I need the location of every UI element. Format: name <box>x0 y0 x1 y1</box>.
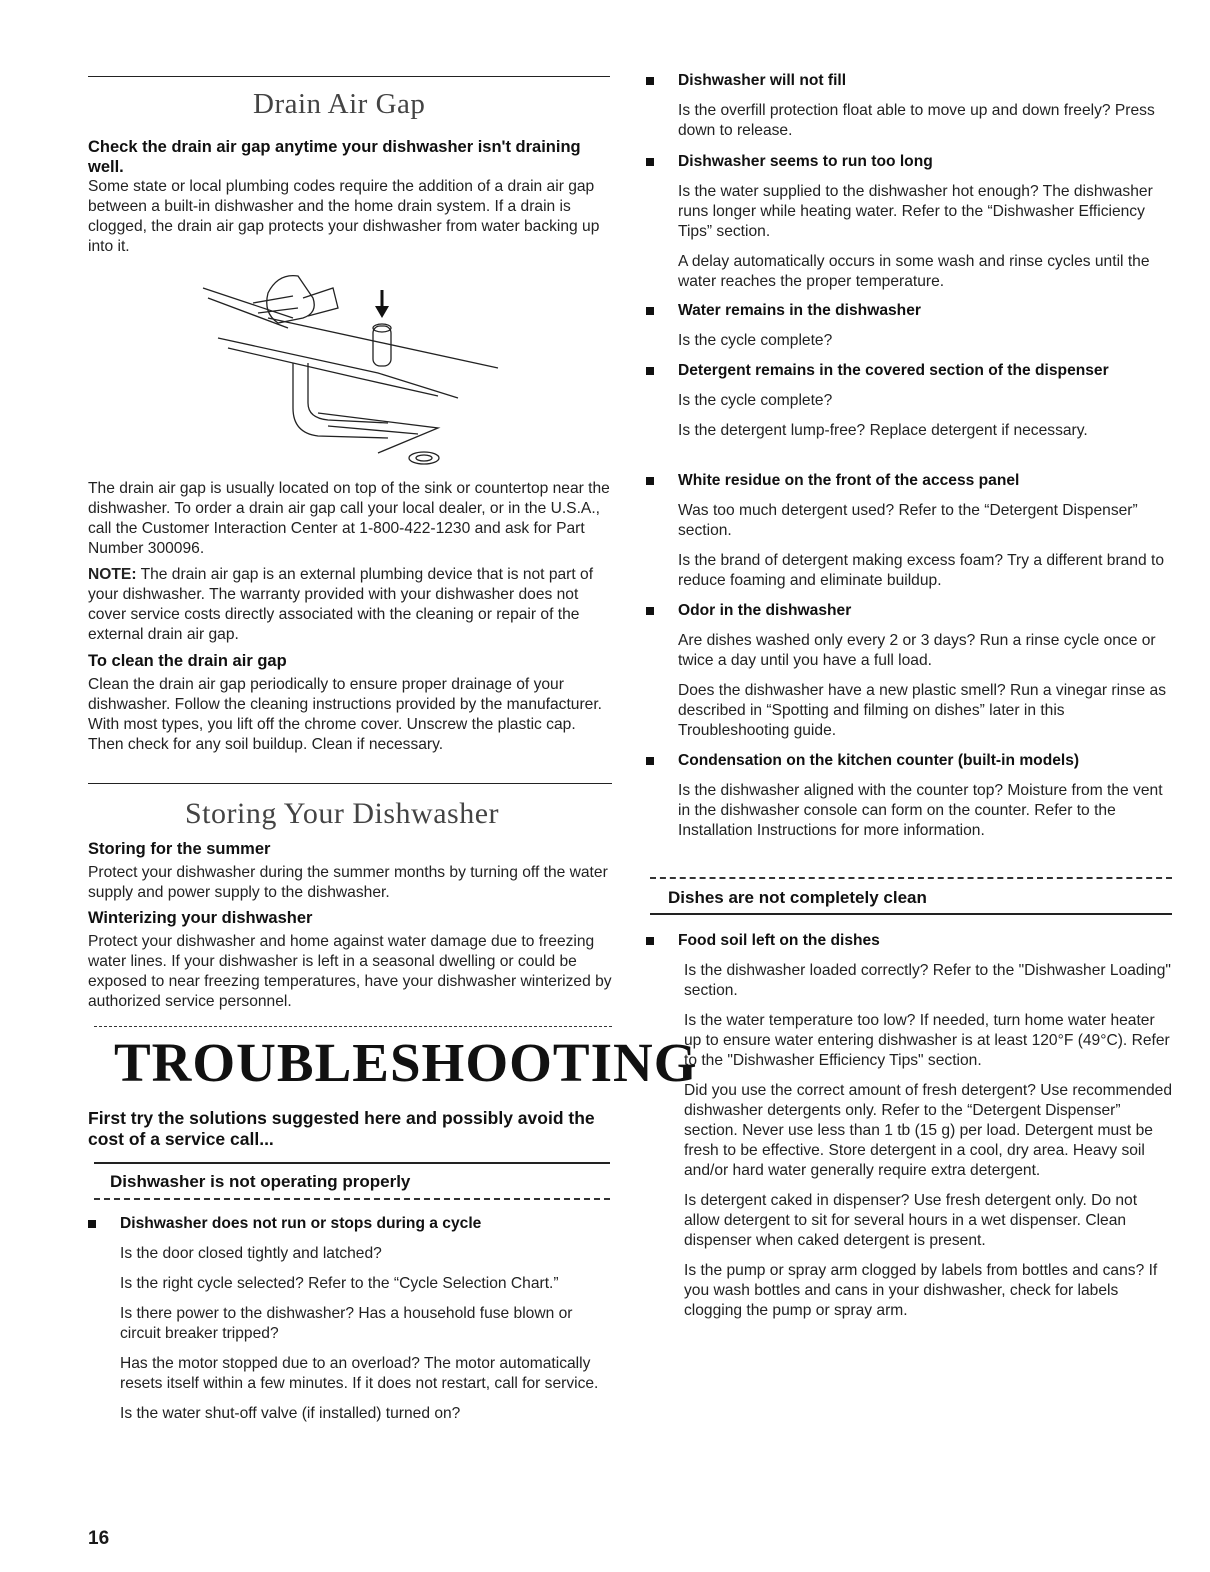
answer: Is the cycle complete? <box>678 332 833 349</box>
issue-food-soil <box>646 931 1176 1321</box>
divider <box>650 913 1172 915</box>
drain-air-gap-title: Drain Air Gap <box>253 88 426 120</box>
answer: Is the cycle complete? <box>678 392 833 409</box>
storing-summer-text: Protect your dishwasher during the summer months by turning off the water supply and power supply to the dishwasher. <box>88 864 608 901</box>
answer: Is the pump or spray arm clogged by labels from bottles and cans? If you wash bottles and cans in your dishwasher, check for labels clogging the pump or spray arm. <box>684 1262 1158 1319</box>
not-clean-heading: Dishes are not completely clean <box>668 888 927 907</box>
issue-heading: Dishwasher seems to run too long <box>678 153 933 170</box>
issue-odor <box>646 601 1176 741</box>
answer: Is the detergent lump-free? Replace detergent if necessary. <box>678 422 1088 439</box>
drain-air-gap-location: The drain air gap is usually located on top of the sink or countertop near the dishwasher. To order a drain air gap call your local dealer, or in the U.S.A., call the Customer Interaction Center at 1-800-422-1230 and ask for Part Number 300096. <box>88 480 610 557</box>
answer: Does the dishwasher have a new plastic smell? Run a vinegar rinse as described in “Spotting and filming on dishes” later in this Troubleshooting guide. <box>678 682 1166 739</box>
answer: Is there power to the dishwasher? Has a household fuse blown or circuit breaker tripped? <box>120 1305 573 1342</box>
divider <box>94 1198 610 1200</box>
issue-water-remains <box>646 301 1176 351</box>
answer: Is the dishwasher loaded correctly? Refer to the "Dishwasher Loading" section. <box>684 962 1171 999</box>
note-text: The drain air gap is an external plumbing device that is not part of your dishwasher. The warranty provided with your dishwasher does not cover service costs directly associated with the cleaning or repair of the external drain air gap. <box>88 566 594 643</box>
drain-air-gap-illustration <box>198 268 508 473</box>
answer: Is detergent caked in dispenser? Use fresh detergent only. Do not allow detergent to sit for several hours in a wet dispenser. Clean dispenser when caked detergent is present. <box>684 1192 1138 1249</box>
answer: Are dishes washed only every 2 or 3 days? Run a rinse cycle once or twice a day until you have a full load. <box>678 632 1156 669</box>
answer: Is the door closed tightly and latched? <box>120 1245 382 1262</box>
issue-white-residue <box>646 471 1176 591</box>
storing-title: Storing Your Dishwasher <box>185 797 500 830</box>
drain-air-gap-intro: Some state or local plumbing codes require the addition of a drain air gap between a built-in dishwasher and the home drain system. If a drain is clogged, the drain air gap protects your dishwasher from water backing up into it. <box>88 178 600 255</box>
clean-drain-air-gap-text: Clean the drain air gap periodically to ensure proper drainage of your dishwasher. Follow the cleaning instructions provided by the manufacturer. With most types, you lift off the chrome cover. Unscrew the plastic cap. Then check for any soil buildup. Clean if necessary. <box>88 676 603 753</box>
issue-heading: Water remains in the dishwasher <box>678 302 921 319</box>
answer: Is the right cycle selected? Refer to the “Cycle Selection Chart.” <box>120 1275 559 1292</box>
clean-drain-air-gap-heading: To clean the drain air gap <box>88 652 287 670</box>
troubleshooting-title: TROUBLESHOOTING <box>114 1032 698 1093</box>
issue-heading: Condensation on the kitchen counter (built-in models) <box>678 752 1080 769</box>
answer: Did you use the correct amount of fresh detergent? Use recommended dishwasher detergents only. Refer to the “Detergent Dispenser” section. Never use less than 1 tb (15 g) per load. Detergent must be fresh to be effective. Store detergent in a cool, dry area. Heavy soil and/or hard water generally require extra detergent. <box>684 1082 1172 1179</box>
issue-heading: Dishwasher will not fill <box>678 72 847 89</box>
not-operating-heading: Dishwasher is not operating properly <box>110 1172 411 1191</box>
bullet-icon <box>88 1220 96 1228</box>
answer: Is the dishwasher aligned with the counter top? Moisture from the vent in the dishwasher console can form on the counter. Refer to the Installation Instructions for more information. <box>678 782 1163 839</box>
answer: Was too much detergent used? Refer to the “Detergent Dispenser” section. <box>678 502 1138 539</box>
storing-summer-heading: Storing for the summer <box>88 840 271 858</box>
troubleshooting-intro: First try the solutions suggested here and possibly avoid the cost of a service call... <box>88 1108 595 1149</box>
issue-detergent-remains <box>646 361 1176 441</box>
issue-condensation <box>646 751 1176 841</box>
bullet-icon <box>646 158 654 166</box>
issue-will-not-fill <box>646 71 1176 141</box>
answer: A delay automatically occurs in some wash and rinse cycles until the water reaches the proper temperature. <box>678 253 1150 290</box>
bullet-icon <box>646 937 654 945</box>
page-number: 16 <box>88 1528 110 1549</box>
divider <box>94 1026 612 1027</box>
answer: Is the water temperature too low? If needed, turn home water heater up to ensure water entering dishwasher is at least 120°F (49°C). Refer to the "Dishwasher Efficiency Tips" section. <box>684 1012 1170 1069</box>
answer: Is the brand of detergent making excess foam? Try a different brand to reduce foaming and eliminate buildup. <box>678 552 1164 589</box>
answer: Has the motor stopped due to an overload? The motor automatically resets itself within a few minutes. If it does not restart, call for service. <box>120 1355 599 1392</box>
divider <box>94 1162 610 1164</box>
bullet-icon <box>646 77 654 85</box>
issue-heading: Detergent remains in the covered section of the dispenser <box>678 362 1109 379</box>
drain-air-gap-note <box>88 565 610 645</box>
bullet-icon <box>646 477 654 485</box>
answer: Is the water shut-off valve (if installed) turned on? <box>120 1405 461 1422</box>
issue-heading: Food soil left on the dishes <box>678 932 880 949</box>
bullet-icon <box>646 367 654 375</box>
divider <box>88 76 610 77</box>
issue-runs-too-long <box>646 152 1176 292</box>
divider <box>650 877 1172 879</box>
note-label: NOTE: <box>88 566 137 583</box>
issue-heading: Odor in the dishwasher <box>678 602 852 619</box>
issue-does-not-run <box>88 1214 613 1424</box>
drain-air-gap-subhead: Check the drain air gap anytime your dishwasher isn't draining well. <box>88 138 581 176</box>
answer: Is the overfill protection float able to move up and down freely? Press down to release. <box>678 102 1155 139</box>
issue-heading: Dishwasher does not run or stops during a cycle <box>120 1215 482 1232</box>
winterizing-text: Protect your dishwasher and home against water damage due to freezing water lines. If your dishwasher is left in a seasonal dwelling or could be exposed to near freezing temperatures, have your dishwasher winterized by authorized service personnel. <box>88 933 612 1010</box>
bullet-icon <box>646 607 654 615</box>
bullet-icon <box>646 307 654 315</box>
bullet-icon <box>646 757 654 765</box>
divider <box>88 783 612 784</box>
issue-heading: White residue on the front of the access panel <box>678 472 1020 489</box>
winterizing-heading: Winterizing your dishwasher <box>88 909 313 927</box>
answer: Is the water supplied to the dishwasher hot enough? The dishwasher runs longer while heating water. Refer to the “Dishwasher Efficiency Tips” section. <box>678 183 1153 240</box>
